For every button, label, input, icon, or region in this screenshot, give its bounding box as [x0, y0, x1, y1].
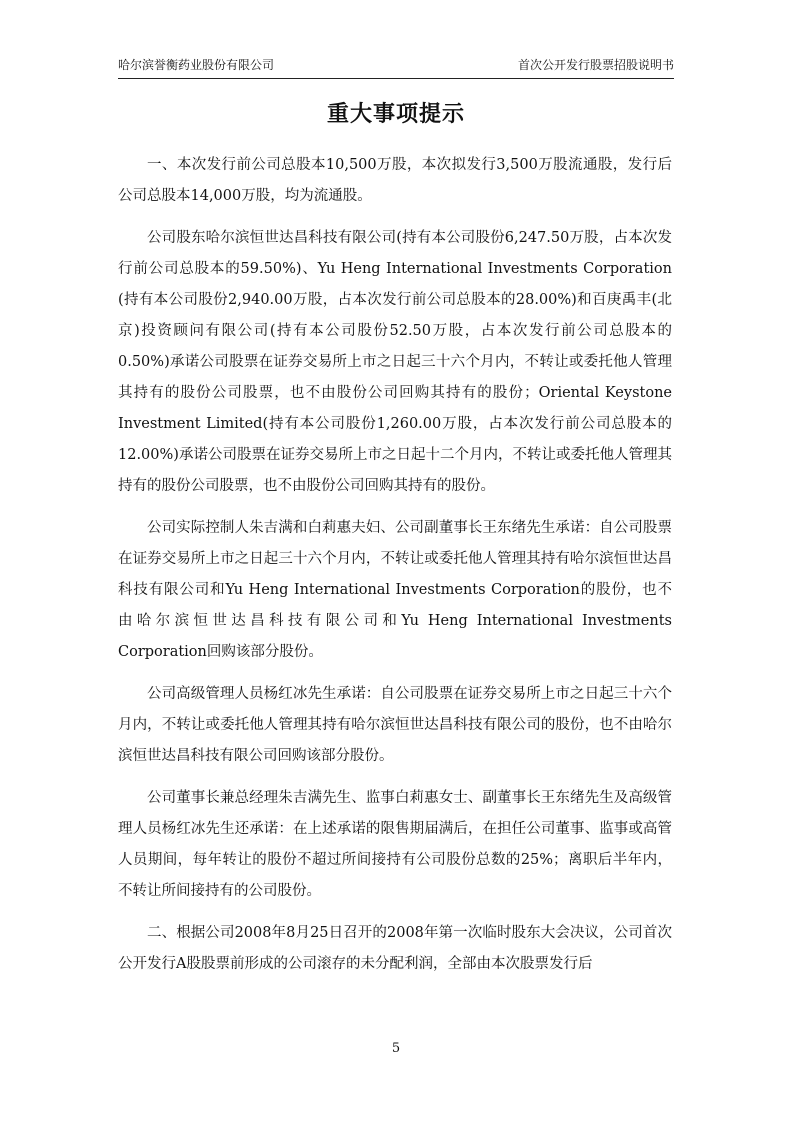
paragraph-share-capital: 一、本次发行前公司总股本10,500万股，本次拟发行3,500万股流通股，发行后公司总股本14,000万股，均为流通股。 [118, 157, 672, 204]
document-body [118, 150, 672, 991]
paragraph-undistributed-profit: 二、根据公司2008年8月25日召开的2008年第一次临时股东大会决议，公司首次公开发行A股股票前形成的公司滚存的未分配利润，全部由本次股票发行后 [118, 925, 672, 972]
page-title: 重大事项提示 [326, 101, 465, 127]
paragraph-executive-commitment: 公司高级管理人员杨红冰先生承诺：自公司股票在证券交易所上市之日起三十六个月内，不转让或委托他人管理其持有哈尔滨恒世达昌科技有限公司的股份，也不由哈尔滨恒世达昌科技有限公司回购该部分股份。 [118, 686, 672, 764]
header-document-type: 首次公开发行股票招股说明书 [517, 58, 674, 72]
paragraph-director-commitment: 公司董事长兼总经理朱吉满先生、监事白莉惠女士、副董事长王东绪先生及高级管理人员杨红冰先生还承诺：在上述承诺的限售期届满后，在担任公司董事、监事或高管人员期间，每年转让的股份不超过所间接持有公司股份总数的25%；离职后半年内，不转让所间接持有的公司股份。 [118, 790, 672, 899]
page-number: 5 [391, 1041, 401, 1056]
page-header [118, 56, 674, 79]
header-company-name: 哈尔滨誉衡药业股份有限公司 [118, 58, 275, 72]
paragraph-shareholder-lockup: 公司股东哈尔滨恒世达昌科技有限公司(持有本公司股份6,247.50万股，占本次发行前公司总股本的59.50%)、Yu Heng International Investments Corporation (持有本公司股份2,940.00万股，占本次发行前公司总股本的28.00%)和百庚禹丰(北京)投资顾问有限公司(持有本公司股份52.50万股，占本次发行前公司总股本的0.50%)承诺公司股票在证券交易所上市之日起三十六个月内，不转让或委托他人管理其持有的股份公司股票，也不由股份公司回购其持有的股份；Oriental Keystone Investment Limited(持有本公司股份1,260.00万股，占本次发行前公司总股本的12.00%)承诺公司股票在证券交易所上市之日起十二个月内，不转让或委托他人管理其持有的股份公司股票，也不由股份公司回购其持有的股份。 [118, 230, 672, 494]
paragraph-controller-commitment: 公司实际控制人朱吉满和白莉惠夫妇、公司副董事长王东绪先生承诺：自公司股票在证券交易所上市之日起三十六个月内，不转让或委托他人管理其持有哈尔滨恒世达昌科技有限公司和Yu Heng International Investments Corporation的股份，也不由哈尔滨恒世达昌科技有限公司和Yu Heng International Investments Corporation回购该部分股份。 [118, 520, 672, 660]
